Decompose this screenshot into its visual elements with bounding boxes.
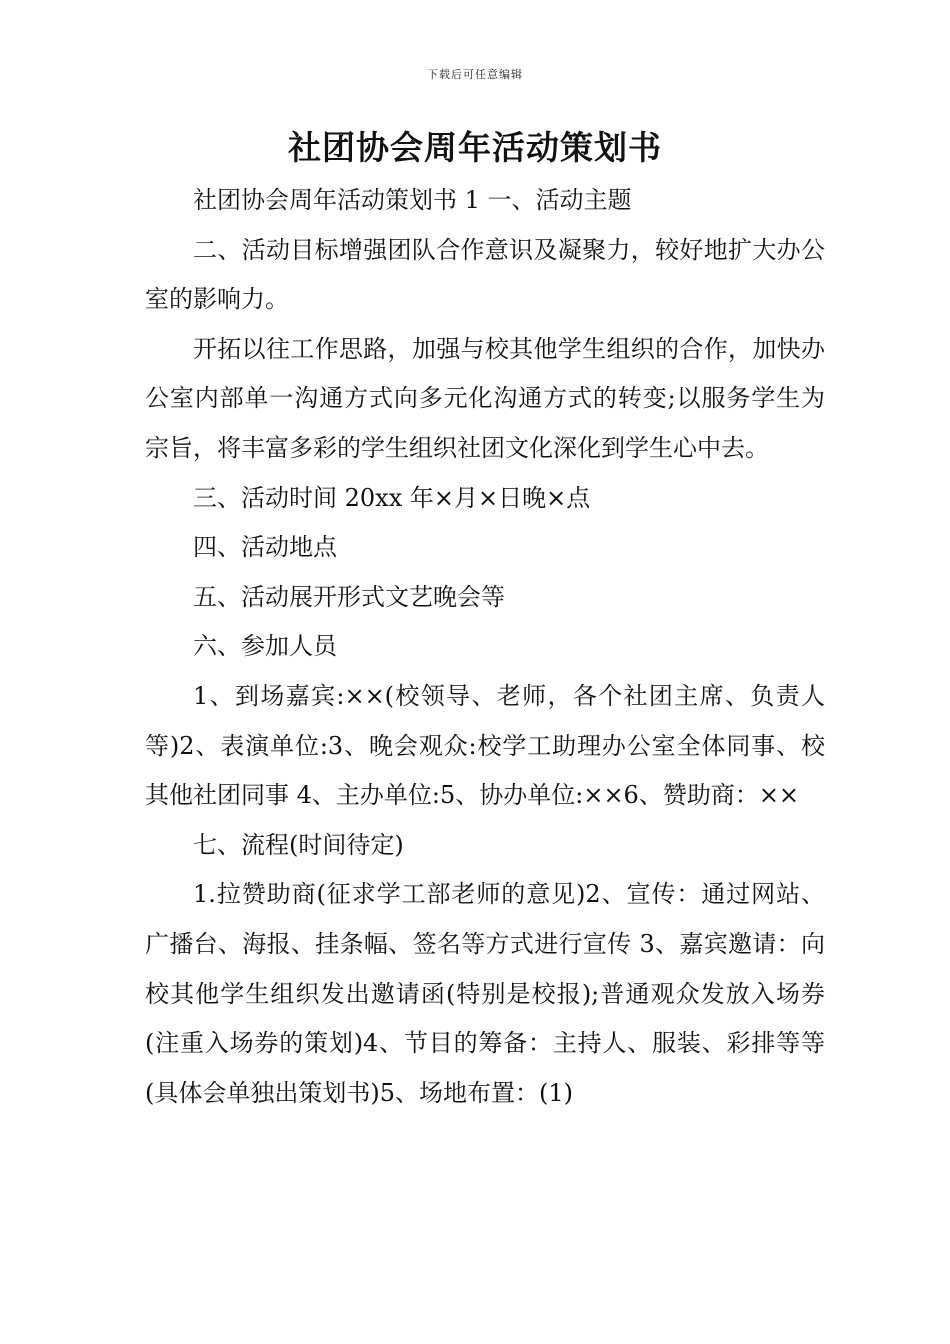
paragraph-participants-heading: 六、参加人员 <box>193 632 337 661</box>
document-title: 社团协会周年活动策划书 <box>288 128 662 167</box>
paragraph-format: 五、活动展开形式文艺晚会等 <box>193 582 505 611</box>
paragraph-theme: 社团协会周年活动策划书 1 一、活动主题 <box>193 186 632 214</box>
paragraph-participants: 1、到场嘉宾:××(校领导、老师，各个社团主席、负责人等)2、表演单位:3、晚会观众:校学工助理办公室全体同事、校其他社团同事 4、主办单位:5、协办单位:××6、赞助商：×× <box>145 681 825 810</box>
paragraph-approach: 开拓以往工作思路，加强与校其他学生组织的合作，加快办公室内部单一沟通方式向多元化沟通方式的转变;以服务学生为宗旨，将丰富多彩的学生组织社团文化深化到学生心中去。 <box>145 334 825 462</box>
document-body <box>145 176 825 1118</box>
paragraph-time: 三、活动时间 20xx 年×月×日晚×点 <box>193 483 591 512</box>
paragraph-location: 四、活动地点 <box>193 533 337 562</box>
paragraph-process-heading: 七、流程(时间待定) <box>193 830 404 859</box>
paragraph-process: 1.拉赞助商(征求学工部老师的意见)2、宣传：通过网站、广播台、海报、挂条幅、签名等方式进行宣传 3、嘉宾邀请：向校其他学生组织发出邀请函(特别是校报);普通观众发放入场券(注重入场券的策划)4、节目的筹备：主持人、服装、彩排等等(具体会单独出策划书)5、场地布置：(1) <box>145 880 825 1107</box>
header-note: 下载后可任意编辑 <box>427 68 523 81</box>
paragraph-goal: 二、活动目标增强团队合作意识及凝聚力，较好地扩大办公室的影响力。 <box>145 235 825 314</box>
